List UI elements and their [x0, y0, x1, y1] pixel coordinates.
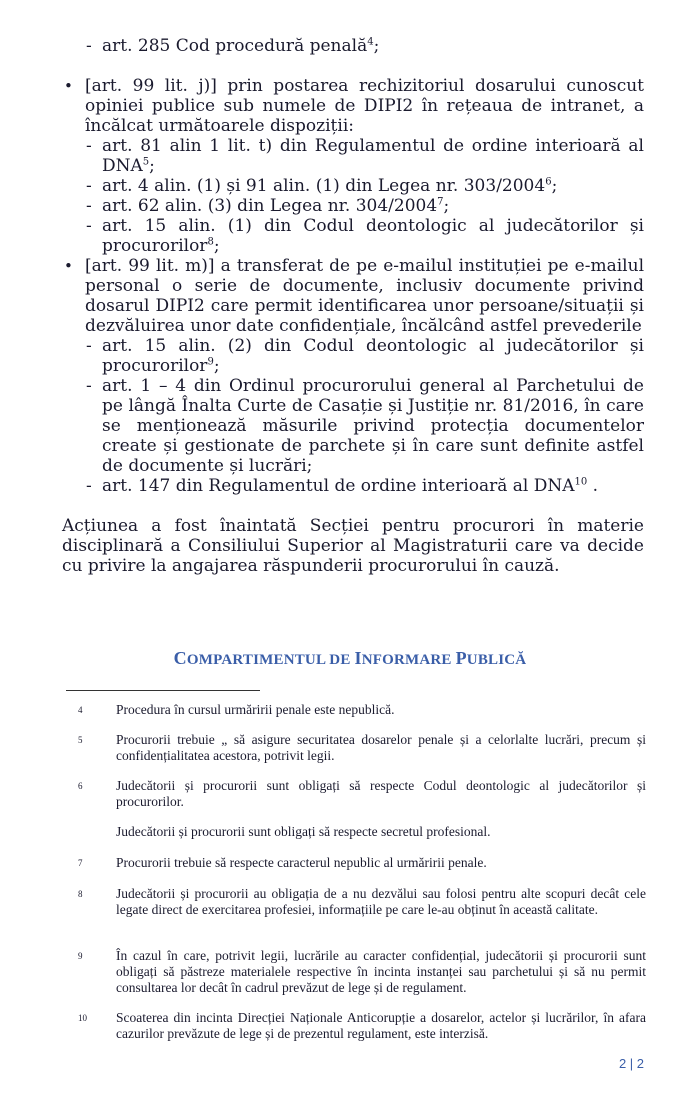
footnote-ref: 9 — [207, 356, 214, 368]
footnote-text: Procedura în cursul urmăririi penale este nepublică. — [116, 702, 395, 717]
footnote-text: În cazul în care, potrivit legii, lucrările au caracter confidențial, judecătorii și procurorii sunt obligați să păstreze materialele respective în incinta instanței sau parchetului și să nu permit consultarea lor decât în cadrul prevăzut de lege și de regulament. — [116, 948, 646, 995]
bullet-icon: • — [64, 77, 73, 95]
list-item-text: art. 81 alin 1 lit. t) din Regulamentul de ordine interioară al DNA — [102, 136, 644, 176]
bullet-text: [art. 99 lit. m)] a transferat de pe e-mailul instituției pe e-mailul personal o serie de documente, inclusiv documente privind dosarul DIPI2 care permit identificarea unor persoane/situații și dezvăluirea unor date confidențiale, încălcând astfel prevederile — [85, 256, 644, 336]
list-item: - art. 147 din Regulamentul de ordine interioară al DNA$^{10}$ . — [86, 476, 599, 496]
footnote-number: 9 — [78, 951, 83, 961]
footnote — [66, 1010, 646, 1042]
footnote-ref: 6 — [545, 176, 552, 188]
list-item-text: art. 62 alin. (3) din Legea nr. 304/2004 — [102, 196, 438, 216]
dash-marker: - — [86, 36, 92, 56]
list-item-text: art. 15 alin. (2) din Codul deontologic al judecătorilor și procurorilor — [102, 336, 644, 376]
footnote-number: 4 — [78, 705, 83, 715]
bullet-icon: • — [64, 257, 73, 275]
footnote-ref: 4 — [367, 36, 374, 48]
footnote-number: 6 — [78, 781, 83, 791]
list-item-text: art. 147 din Regulamentul de ordine interioară al DNA — [102, 476, 575, 496]
sub-list-lit-j — [62, 136, 644, 256]
footnote-ref: 10 — [574, 476, 588, 488]
section-heading: COMPARTIMENTUL DE INFORMARE PUBLICĂ — [173, 648, 527, 668]
footnote — [66, 855, 646, 871]
footnote-text: Procurorii trebuie „ să asigure securitatea dosarelor penale și a celorlalte lucrări, precum și confidențialitatea acestora, potrivit legii. — [116, 732, 646, 763]
dash-marker: - — [86, 476, 92, 496]
footnote-number: 8 — [78, 889, 83, 899]
footnote-ref: 8 — [207, 236, 214, 248]
footnote-text: Judecătorii și procurorii sunt obligați să respecte Codul deontologic al judecătorilor și procurorilor. — [116, 778, 646, 809]
bullet-item-lit-m — [62, 256, 644, 336]
conclusion-paragraph: Acțiunea a fost înaintată Secției pentru procurori în materie disciplinară a Consiliului Superior al Magistraturii care va decide cu privire la angajarea răspunderii procurorului în cauză. — [62, 516, 644, 576]
footnote-number: 5 — [78, 735, 83, 745]
list-item-text: art. 15 alin. (1) din Codul deontologic al judecătorilor și procurorilor — [102, 216, 644, 256]
list-item: - art. 15 alin. (2) din Codul deontologic al judecătorilor și procurorilor$^9$; — [86, 336, 644, 376]
bullet-text: [art. 99 lit. j)] prin postarea rechizitoriul dosarului cunoscut opiniei publice sub numele de DIPI2 în rețeaua de intranet, a încălcat următoarele dispoziții: — [85, 76, 644, 136]
list-item: - art. 285 Cod procedură penală$^4$; — [86, 36, 380, 56]
list-item-text: art. 4 alin. (1) și 91 alin. (1) din Legea nr. 303/2004 — [102, 176, 546, 196]
dash-marker: - — [86, 376, 92, 396]
footnote — [66, 886, 646, 918]
list-item-text: art. 1 – 4 din Ordinul procurorului general al Parchetului de pe lângă Înalta Curte de Casație și Justiție nr. 81/2016, în care se menționează măsurile privind protecția documentelor create și gestionate de parchete și în care sunt definite astfel de documente și lucrări; — [102, 376, 644, 476]
list-item: - art. 15 alin. (1) din Codul deontologic al judecătorilor și procurorilor$^8$; — [86, 216, 644, 256]
footnote-ref: 7 — [437, 196, 444, 208]
page-number: 2 | 2 — [618, 1056, 644, 1071]
list-item: - art. 4 alin. (1) și 91 alin. (1) din Legea nr. 303/2004$^6$; — [86, 176, 558, 196]
list-item — [62, 376, 644, 476]
footnote — [66, 702, 646, 718]
dash-marker: - — [86, 216, 92, 236]
footnote — [66, 778, 646, 840]
footnote-text: Scoaterea din incinta Direcției Naționale Anticorupție a dosarelor, actelor și lucrărilor, în afara cazurilor prevăzute de lege și de prezentul regulament, este interzisă. — [116, 1010, 646, 1041]
dash-marker: - — [86, 196, 92, 216]
footnote-ref: 5 — [142, 156, 150, 168]
footnote-text-extra: Judecătorii și procurorii sunt obligați să respecte secretul profesional. — [116, 824, 491, 839]
footnote-text: Procurorii trebuie să respecte caracterul nepublic al urmăririi penale. — [116, 855, 487, 870]
dash-marker: - — [86, 336, 92, 356]
bullet-item-lit-j — [62, 76, 644, 136]
list-item: - art. 62 alin. (3) din Legea nr. 304/2004$^7$; — [86, 196, 450, 216]
list-item-text: art. 285 Cod procedură penală — [102, 36, 368, 56]
document-body — [62, 36, 644, 576]
footnote-separator — [66, 690, 260, 691]
dash-marker: - — [86, 136, 92, 156]
footnote — [66, 948, 646, 996]
sub-list-lit-m — [62, 336, 644, 496]
footnote-text: Judecătorii și procurorii au obligația de a nu dezvălui sau folosi pentru alte scopuri decât cele legate direct de exercitarea profesiei, informațiile pe care le-au obținut în această calitate. — [116, 886, 646, 917]
list-item: - art. 81 alin 1 lit. t) din Regulamentul de ordine interioară al DNA$^5$; — [86, 136, 644, 176]
footnote — [66, 732, 646, 764]
footnote-number: 10 — [78, 1013, 87, 1023]
footnote-number: 7 — [78, 858, 83, 868]
dash-marker: - — [86, 176, 92, 196]
